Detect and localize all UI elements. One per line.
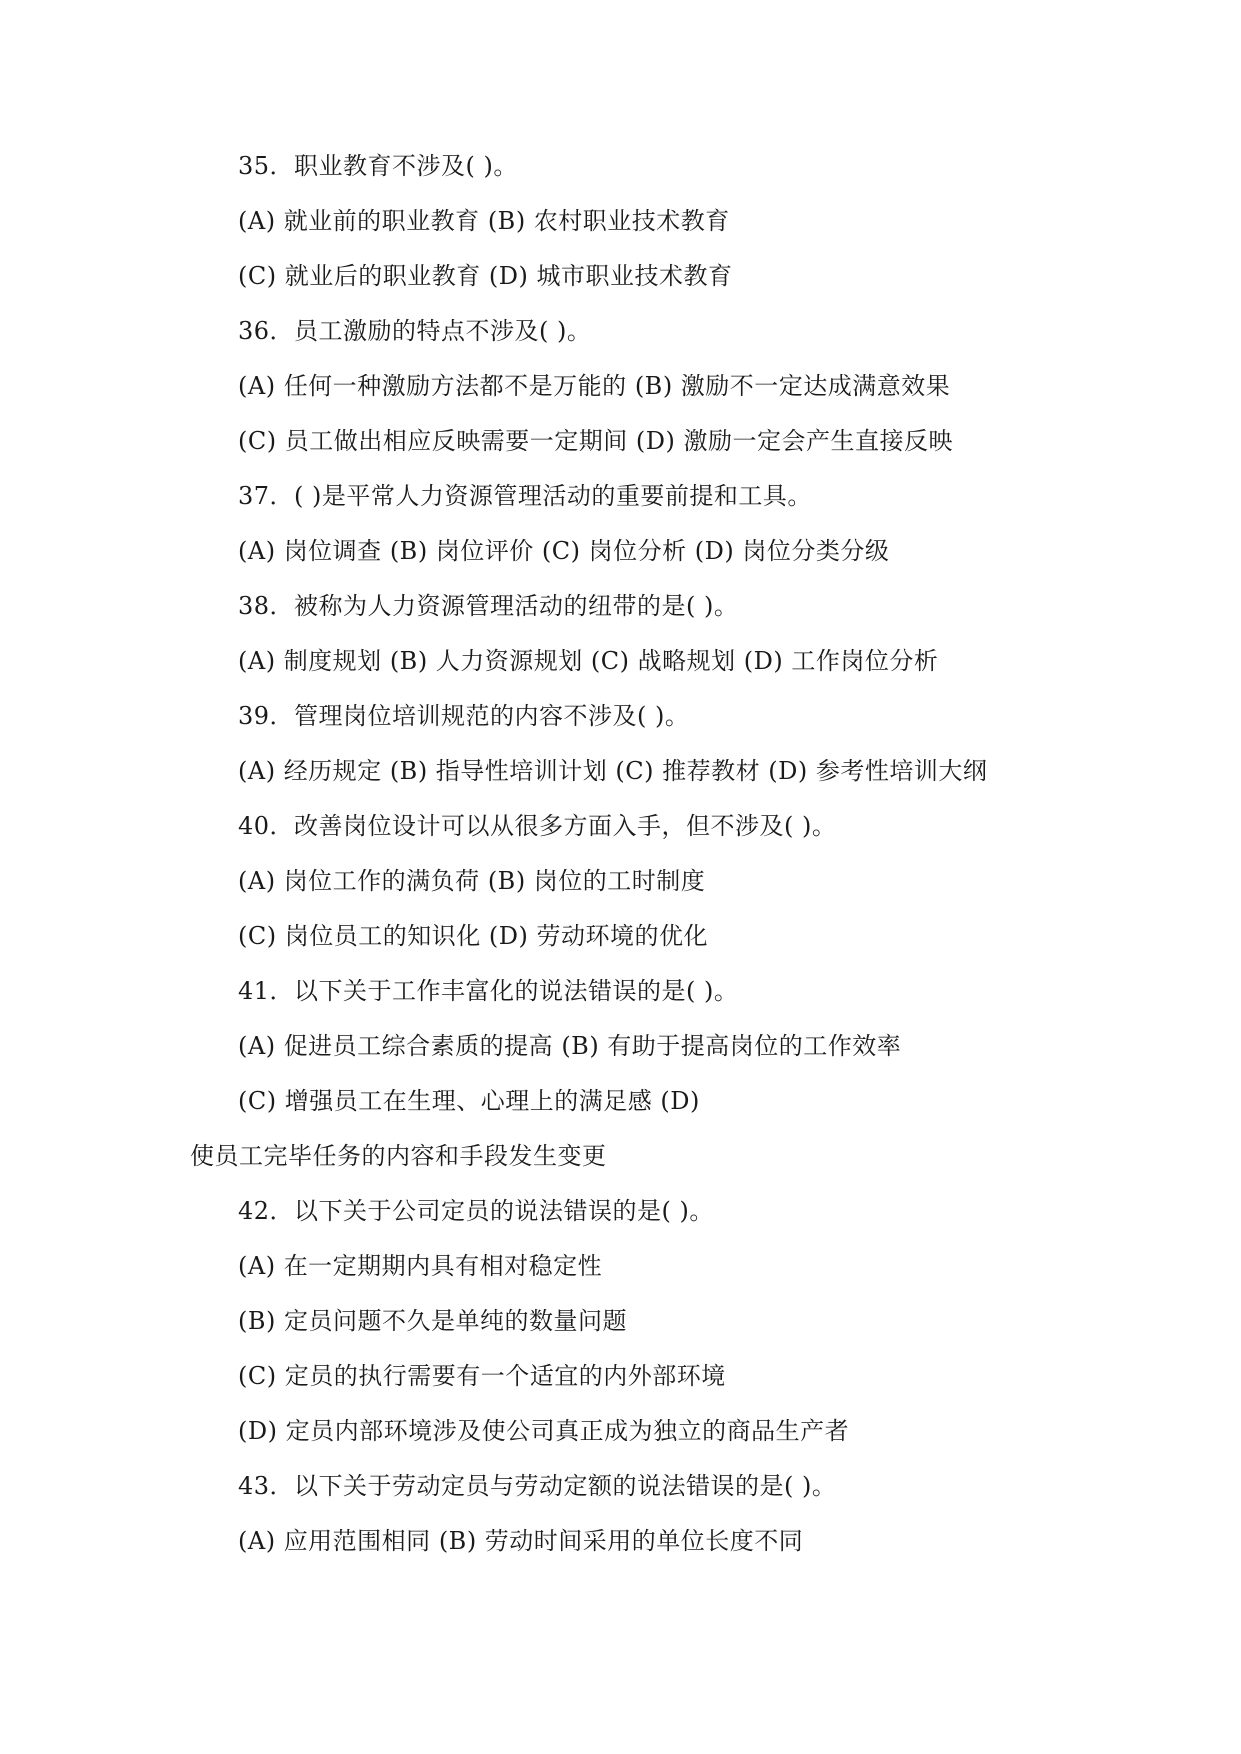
question-41: 41．以下关于工作丰富化的说法错误的是( )。	[238, 977, 739, 1005]
question-37-options: (A) 岗位调查 (B) 岗位评价 (C) 岗位分析 (D) 岗位分类分级	[238, 537, 890, 565]
question-38: 38．被称为人力资源管理活动的纽带的是( )。	[238, 592, 739, 620]
question-41-option-d-continued: 使员工完毕任务的内容和手段发生变更	[190, 1142, 607, 1170]
question-36: 36．员工激励的特点不涉及( )。	[238, 317, 592, 345]
question-40-options-cd: (C) 岗位员工的知识化 (D) 劳动环境的优化	[238, 922, 708, 950]
question-39-options: (A) 经历规定 (B) 指导性培训计划 (C) 推荐教材 (D) 参考性培训大纲	[238, 757, 988, 785]
question-42-option-c: (C) 定员的执行需要有一个适宜的内外部环境	[238, 1362, 726, 1390]
question-43-options-ab: (A) 应用范围相同 (B) 劳动时间采用的单位长度不同	[238, 1527, 804, 1555]
question-35: 35．职业教育不涉及( )。	[238, 152, 518, 180]
question-35-options-cd: (C) 就业后的职业教育 (D) 城市职业技术教育	[238, 262, 733, 290]
question-38-options: (A) 制度规划 (B) 人力资源规划 (C) 战略规划 (D) 工作岗位分析	[238, 647, 939, 675]
question-37: 37．( )是平常人力资源管理活动的重要前提和工具。	[238, 482, 812, 510]
question-42-option-b: (B) 定员问题不久是单纯的数量问题	[238, 1307, 627, 1335]
question-35-options-ab: (A) 就业前的职业教育 (B) 农村职业技术教育	[238, 207, 730, 235]
question-43: 43．以下关于劳动定员与劳动定额的说法错误的是( )。	[238, 1472, 837, 1500]
question-41-options-ab: (A) 促进员工综合素质的提高 (B) 有助于提高岗位的工作效率	[238, 1032, 902, 1060]
question-36-options-cd: (C) 员工做出相应反映需要一定期间 (D) 激励一定会产生直接反映	[238, 427, 953, 455]
question-39: 39．管理岗位培训规范的内容不涉及( )。	[238, 702, 690, 730]
question-42: 42．以下关于公司定员的说法错误的是( )。	[238, 1197, 714, 1225]
question-36-options-ab: (A) 任何一种激励方法都不是万能的 (B) 激励不一定达成满意效果	[238, 372, 951, 400]
question-40: 40．改善岗位设计可以从很多方面入手，但不涉及( )。	[238, 812, 837, 840]
question-41-options-cd: (C) 增强员工在生理、心理上的满足感 (D)	[238, 1087, 700, 1115]
question-40-options-ab: (A) 岗位工作的满负荷 (B) 岗位的工时制度	[238, 867, 706, 895]
question-42-option-d: (D) 定员内部环境涉及使公司真正成为独立的商品生产者	[238, 1417, 850, 1445]
question-42-option-a: (A) 在一定期期内具有相对稳定性	[238, 1252, 603, 1280]
